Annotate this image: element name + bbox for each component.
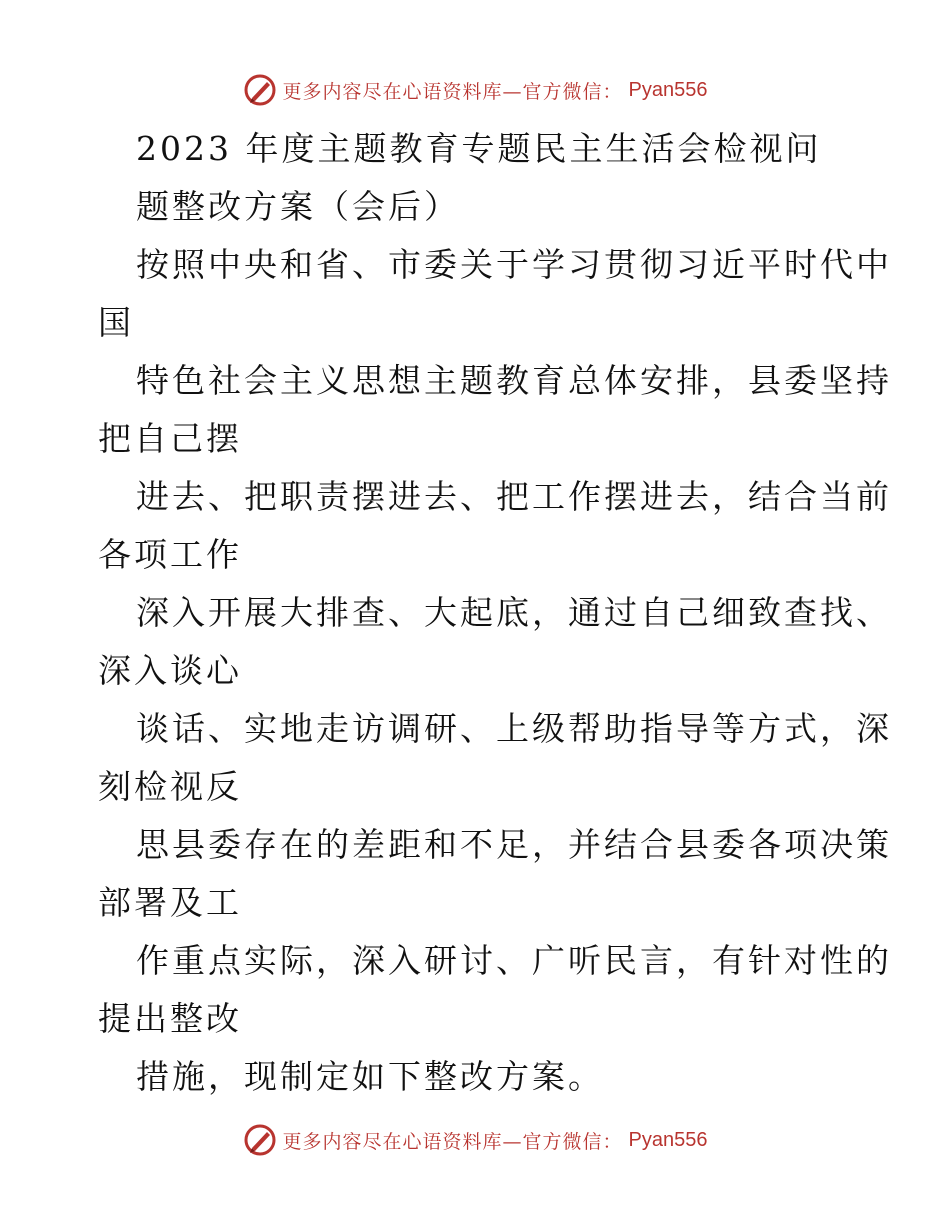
- header-banner: [0, 70, 950, 110]
- doc-text-line: 把自己摆: [98, 419, 242, 458]
- doc-text-line: 按照中央和省、市委关于学习贯彻习近平时代中: [136, 245, 892, 284]
- doc-text-line: 各项工作: [98, 535, 242, 574]
- doc-text-line: 深入开展大排查、大起底，通过自己细致查找、: [136, 593, 892, 632]
- header-banner-wechat-id: Pyan556: [628, 78, 708, 101]
- doc-text-line: 进去、把职责摆进去、把工作摆进去，结合当前: [136, 477, 892, 516]
- doc-text-line: 部署及工: [98, 883, 242, 922]
- doc-text-line: 刻检视反: [98, 767, 242, 806]
- footer-banner-text: 更多内容尽在心语资料库—官方微信：: [282, 1130, 623, 1153]
- doc-text-line: 特色社会主义思想主题教育总体安排，县委坚持: [136, 361, 892, 400]
- doc-text-line: 谈话、实地走访调研、上级帮助指导等方式，深: [136, 709, 892, 748]
- footer-banner: [0, 1120, 950, 1160]
- pen-logo-icon: [243, 1123, 277, 1157]
- doc-text-line: 提出整改: [98, 999, 242, 1038]
- doc-text-line: 作重点实际，深入研讨、广听民言，有针对性的: [136, 941, 892, 980]
- doc-text-line: 国: [98, 303, 134, 342]
- document-body: [98, 120, 892, 1106]
- doc-text-line: 思县委存在的差距和不足，并结合县委各项决策: [136, 825, 892, 864]
- doc-text-line: 深入谈心: [98, 651, 242, 690]
- doc-title-line-1: 2023 年度主题教育专题民主生活会检视问: [136, 129, 822, 168]
- doc-title-line-2: 题整改方案（会后）: [136, 187, 460, 226]
- doc-text-line: 措施，现制定如下整改方案。: [136, 1057, 604, 1096]
- header-banner-text: 更多内容尽在心语资料库—官方微信：: [282, 80, 623, 103]
- footer-banner-wechat-id: Pyan556: [628, 1128, 708, 1151]
- pen-logo-icon: [243, 73, 277, 107]
